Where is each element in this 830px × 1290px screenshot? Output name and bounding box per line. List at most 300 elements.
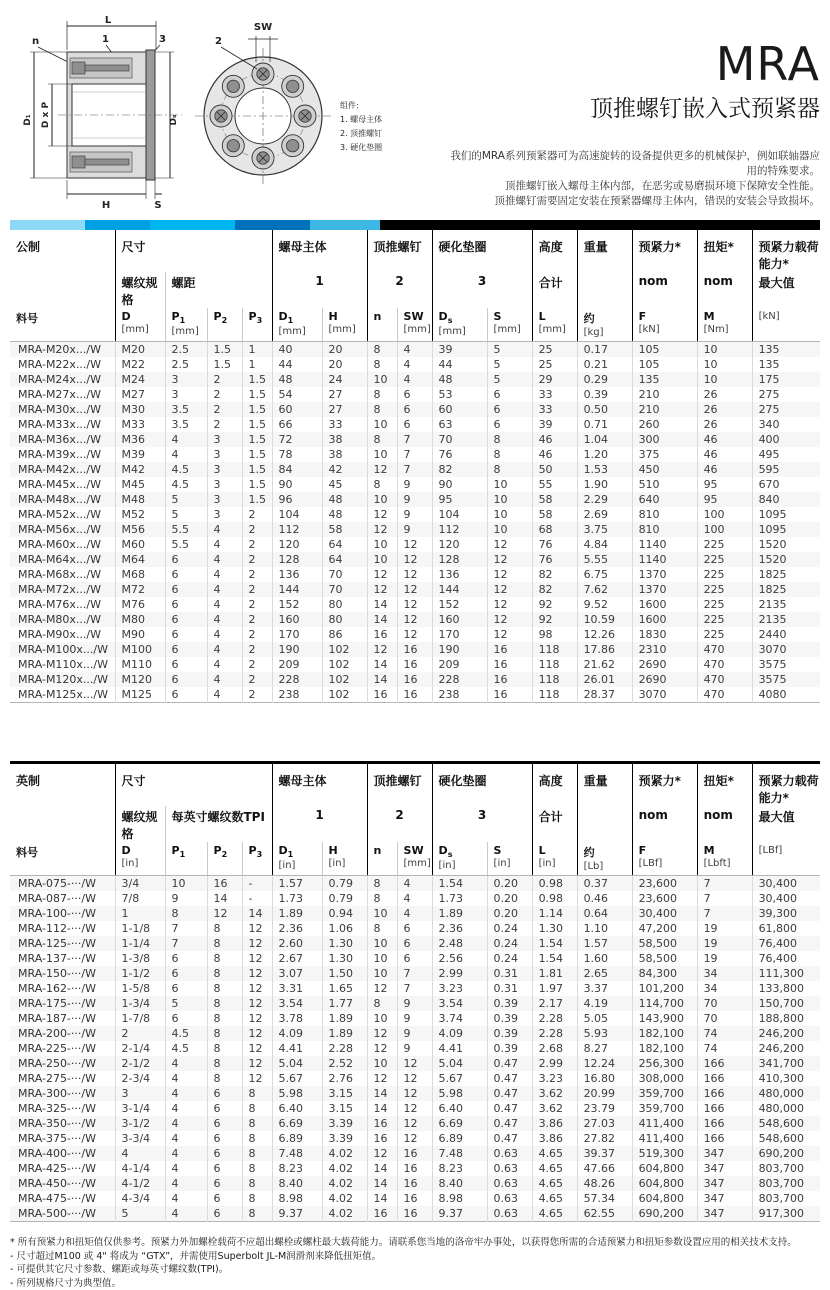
value-cell: 8 (367, 891, 397, 906)
value-cell: 3.86 (532, 1116, 577, 1131)
value-cell: 0.24 (487, 951, 532, 966)
part-number-cell: MRA-M20x.../W (10, 342, 115, 358)
value-cell: 6.89 (272, 1131, 322, 1146)
value-cell: 12 (397, 597, 432, 612)
column-header: $P_1$ (165, 842, 207, 876)
value-cell: 450 (632, 462, 697, 477)
value-cell: 4.02 (322, 1191, 367, 1206)
value-cell: 57.34 (577, 1191, 632, 1206)
value-cell: 10 (367, 966, 397, 981)
value-cell: 10 (697, 372, 752, 387)
value-cell: 8 (487, 447, 532, 462)
value-cell: 21.62 (577, 657, 632, 672)
value-cell: 8 (207, 1011, 242, 1026)
value-cell: 1140 (632, 552, 697, 567)
value-cell: 6 (207, 1116, 242, 1131)
value-cell: 54 (272, 387, 322, 402)
table-row (10, 1101, 820, 1116)
value-cell: 5.5 (165, 522, 207, 537)
footnote-4: - 所列规格尺寸为典型值。 (10, 1277, 820, 1290)
value-cell: 10 (487, 477, 532, 492)
value-cell: 9.52 (577, 597, 632, 612)
value-cell: 8 (242, 1161, 272, 1176)
group-torque: 扭矩* (697, 764, 752, 806)
value-cell: 2.28 (322, 1041, 367, 1056)
value-cell: 4080 (752, 687, 820, 703)
dim-H-label: H (102, 200, 110, 211)
value-cell: 10 (367, 417, 397, 432)
value-cell: 3.75 (577, 522, 632, 537)
value-cell: 803,700 (752, 1176, 820, 1191)
value-cell: 4.19 (577, 996, 632, 1011)
value-cell: 2.68 (532, 1041, 577, 1056)
value-cell: 2 (242, 522, 272, 537)
value-cell: 7 (165, 921, 207, 936)
value-cell: 4 (165, 1146, 207, 1161)
value-cell: 8 (367, 996, 397, 1011)
column-header: M [Nm] (697, 308, 752, 342)
value-cell: 8 (207, 936, 242, 951)
value-cell: 2.48 (432, 936, 487, 951)
value-cell: 0.29 (577, 372, 632, 387)
value-cell: 2135 (752, 597, 820, 612)
sub-total: 合计 (532, 272, 577, 308)
column-header: $P_1$ [mm] (165, 308, 207, 342)
sub-nom-preload: nom (632, 272, 697, 308)
value-cell: M76 (115, 597, 165, 612)
value-cell: 58,500 (632, 951, 697, 966)
part-number-header: 料号 (10, 308, 115, 342)
value-cell: 102 (322, 672, 367, 687)
value-cell: 495 (752, 447, 820, 462)
table-row (10, 627, 820, 642)
value-cell: 12 (367, 582, 397, 597)
value-cell: 27.03 (577, 1116, 632, 1131)
value-cell: 256,300 (632, 1056, 697, 1071)
value-cell: 0.24 (487, 921, 532, 936)
value-cell: 9.37 (272, 1206, 322, 1222)
group-weight: 重量 (577, 764, 632, 806)
value-cell: 12 (397, 567, 432, 582)
dim-D1-label: D₁ (23, 114, 33, 125)
value-cell: 4 (207, 657, 242, 672)
value-cell: 45 (322, 477, 367, 492)
value-cell: 39,300 (752, 906, 820, 921)
value-cell: 10 (367, 936, 397, 951)
value-cell: 10 (367, 1056, 397, 1071)
table-row (10, 1116, 820, 1131)
table-row (10, 462, 820, 477)
value-cell: 10 (165, 876, 207, 892)
value-cell: 3.23 (432, 981, 487, 996)
value-cell: 209 (432, 657, 487, 672)
value-cell: 12 (487, 597, 532, 612)
value-cell: 4-1/4 (115, 1161, 165, 1176)
value-cell: 1.90 (577, 477, 632, 492)
value-cell: 10 (367, 552, 397, 567)
value-cell: 4 (165, 1086, 207, 1101)
value-cell: 0.47 (487, 1116, 532, 1131)
value-cell: 4.5 (165, 1026, 207, 1041)
value-cell: 152 (432, 597, 487, 612)
value-cell: 6 (165, 567, 207, 582)
value-cell: 1.81 (532, 966, 577, 981)
value-cell: 2 (242, 687, 272, 703)
value-cell: 8.40 (272, 1176, 322, 1191)
value-cell: 238 (272, 687, 322, 703)
value-cell: 12 (242, 1011, 272, 1026)
value-cell: 1830 (632, 627, 697, 642)
value-cell: 4 (207, 687, 242, 703)
value-cell: 112 (432, 522, 487, 537)
value-cell: 12 (367, 642, 397, 657)
value-cell: 3070 (632, 687, 697, 703)
value-cell: 10 (367, 537, 397, 552)
value-cell: 4.5 (165, 462, 207, 477)
value-cell: 33 (322, 417, 367, 432)
part-number-cell: MRA-M24x.../W (10, 372, 115, 387)
value-cell: 42 (322, 462, 367, 477)
value-cell: 1.5 (242, 402, 272, 417)
value-cell: 120 (432, 537, 487, 552)
value-cell: 4 (397, 372, 432, 387)
column-header: 约 [kg] (577, 308, 632, 342)
value-cell: 4.09 (432, 1026, 487, 1041)
value-cell: 2.76 (322, 1071, 367, 1086)
value-cell: 82 (532, 567, 577, 582)
value-cell: 2.60 (272, 936, 322, 951)
value-cell: 16 (487, 687, 532, 703)
value-cell: 6 (207, 1161, 242, 1176)
table-row (10, 417, 820, 432)
value-cell: 5.05 (577, 1011, 632, 1026)
value-cell: 300 (632, 432, 697, 447)
column-header: $P_3$ (242, 842, 272, 876)
value-cell: M52 (115, 507, 165, 522)
value-cell: 8.98 (272, 1191, 322, 1206)
value-cell: 7 (165, 936, 207, 951)
value-cell: 8 (242, 1146, 272, 1161)
value-cell: 4-1/2 (115, 1176, 165, 1191)
value-cell: M72 (115, 582, 165, 597)
value-cell: 2.69 (577, 507, 632, 522)
group-nut-body: 螺母主体 (272, 764, 367, 806)
value-cell: 2.52 (322, 1056, 367, 1071)
value-cell: 3 (165, 372, 207, 387)
column-header: S [mm] (487, 308, 532, 342)
part-number-cell: MRA-300-···/W (10, 1086, 115, 1101)
value-cell: 86 (322, 627, 367, 642)
value-cell: 5.93 (577, 1026, 632, 1041)
value-cell: 0.64 (577, 906, 632, 921)
value-cell: 70 (432, 432, 487, 447)
part-number-cell: MRA-M125x.../W (10, 687, 115, 703)
value-cell: 3.54 (272, 996, 322, 1011)
value-cell: 0.21 (577, 357, 632, 372)
product-drawing-svg (10, 12, 442, 214)
value-cell: 7 (697, 891, 752, 906)
group-torque: 扭矩* (697, 230, 752, 272)
value-cell: 2.65 (577, 966, 632, 981)
part-number-cell: MRA-M36x.../W (10, 432, 115, 447)
part-number-cell: MRA-M42x.../W (10, 462, 115, 477)
value-cell: 160 (272, 612, 322, 627)
value-cell: 16 (207, 876, 242, 892)
value-cell: 16 (367, 627, 397, 642)
value-cell: 2.28 (532, 1011, 577, 1026)
value-cell: 102 (322, 642, 367, 657)
value-cell: 4 (165, 1101, 207, 1116)
footnote-1: * 所有预紧力和扭矩值仅供参考。预紧力外加螺栓载荷不应超出螺栓或螺柱最大载荷能力。请联系您当地的洛帝牢办事处，以获得您所需的合适预紧力和扭矩参数设置应用的相关技术支持。 (10, 1236, 820, 1250)
value-cell: 58 (532, 492, 577, 507)
value-cell: 4 (207, 612, 242, 627)
value-cell: 4-3/4 (115, 1191, 165, 1206)
value-cell: 4 (397, 876, 432, 892)
value-cell: 46 (532, 432, 577, 447)
group-preload: 预紧力* (632, 230, 697, 272)
value-cell: M90 (115, 627, 165, 642)
value-cell: 2 (207, 402, 242, 417)
value-cell: 9 (397, 996, 432, 1011)
value-cell: 12 (207, 906, 242, 921)
page-title: MRA (442, 40, 820, 88)
value-cell: 3.39 (322, 1131, 367, 1146)
value-cell: 29 (532, 372, 577, 387)
value-cell: 12 (397, 627, 432, 642)
value-cell: 2.5 (165, 342, 207, 358)
value-cell: 840 (752, 492, 820, 507)
value-cell: 5.67 (432, 1071, 487, 1086)
value-cell: 38 (322, 447, 367, 462)
page-header (10, 12, 820, 214)
value-cell: 4 (207, 672, 242, 687)
value-cell: 23,600 (632, 891, 697, 906)
value-cell: 3.5 (165, 417, 207, 432)
value-cell: 12 (487, 552, 532, 567)
value-cell: 1.73 (272, 891, 322, 906)
column-header: L [mm] (532, 308, 577, 342)
value-cell: 4 (165, 1056, 207, 1071)
part-number-cell: MRA-M45x.../W (10, 477, 115, 492)
value-cell: 5.67 (272, 1071, 322, 1086)
value-cell: 3.15 (322, 1086, 367, 1101)
value-cell: 133,800 (752, 981, 820, 996)
value-cell: 3070 (752, 642, 820, 657)
value-cell: 24 (322, 372, 367, 387)
value-cell: 1.57 (577, 936, 632, 951)
value-cell: 2 (242, 642, 272, 657)
value-cell: 17.86 (577, 642, 632, 657)
value-cell: 2 (242, 582, 272, 597)
value-cell: 8 (367, 432, 397, 447)
column-header: $P_3$ (242, 308, 272, 342)
value-cell: 6 (165, 1011, 207, 1026)
table-row (10, 1086, 820, 1101)
table-row (10, 981, 820, 996)
value-cell: 410,300 (752, 1071, 820, 1086)
value-cell: 16 (397, 687, 432, 703)
value-cell: 8 (367, 477, 397, 492)
value-cell: 12 (397, 1131, 432, 1146)
part-number-cell: MRA-100-···/W (10, 906, 115, 921)
value-cell: 1.89 (432, 906, 487, 921)
value-cell: 0.20 (487, 906, 532, 921)
value-cell: 14 (367, 1191, 397, 1206)
value-cell: 12 (242, 1071, 272, 1086)
value-cell: 16 (367, 1206, 397, 1222)
value-cell: 39.37 (577, 1146, 632, 1161)
sub-component-2: 2 (367, 806, 432, 842)
value-cell: 4.41 (272, 1041, 322, 1056)
value-cell: 3.74 (432, 1011, 487, 1026)
value-cell: 48.26 (577, 1176, 632, 1191)
value-cell: 8 (367, 876, 397, 892)
table-row (10, 936, 820, 951)
column-header: n (367, 308, 397, 342)
value-cell: 803,700 (752, 1161, 820, 1176)
value-cell: 1.65 (322, 981, 367, 996)
value-cell: 12 (397, 1071, 432, 1086)
table-row (10, 402, 820, 417)
value-cell: 1-1/4 (115, 936, 165, 951)
value-cell: 2 (242, 552, 272, 567)
value-cell: 8 (207, 951, 242, 966)
value-cell: 72 (272, 432, 322, 447)
value-cell: 1-1/8 (115, 921, 165, 936)
value-cell: 8 (367, 921, 397, 936)
sub-component-1: 1 (272, 272, 367, 308)
value-cell: 82 (432, 462, 487, 477)
value-cell: 1.14 (532, 906, 577, 921)
value-cell: 2.5 (165, 357, 207, 372)
value-cell: 26 (697, 417, 752, 432)
value-cell: 7 (397, 981, 432, 996)
description-line-2: 顶推螺钉嵌入螺母主体内部，在恶劣或易磨损环境下保障安全性能。 (442, 179, 820, 194)
value-cell: 3.86 (532, 1131, 577, 1146)
group-size: 尺寸 (115, 764, 272, 806)
column-header: $D_1$ [mm] (272, 308, 322, 342)
value-cell: 64 (322, 537, 367, 552)
value-cell: 640 (632, 492, 697, 507)
value-cell: 0.47 (487, 1056, 532, 1071)
value-cell: 26.01 (577, 672, 632, 687)
strip-segment (310, 220, 380, 230)
value-cell: 670 (752, 477, 820, 492)
value-cell: 76 (532, 552, 577, 567)
value-cell: 80 (322, 597, 367, 612)
value-cell: 2 (242, 657, 272, 672)
value-cell: 166 (697, 1131, 752, 1146)
value-cell: 9 (397, 477, 432, 492)
value-cell: 12 (367, 1026, 397, 1041)
value-cell: 6 (397, 951, 432, 966)
value-cell: 27 (322, 387, 367, 402)
value-cell: 6 (207, 1146, 242, 1161)
value-cell: 4 (165, 1116, 207, 1131)
part-number-cell: MRA-M120x.../W (10, 672, 115, 687)
value-cell: 6 (397, 936, 432, 951)
value-cell: 12 (367, 462, 397, 477)
table-row (10, 522, 820, 537)
part-number-cell: MRA-400-···/W (10, 1146, 115, 1161)
value-cell: 12 (397, 552, 432, 567)
value-cell: 170 (272, 627, 322, 642)
value-cell: 19 (697, 921, 752, 936)
value-cell: 2 (242, 567, 272, 582)
column-header: n (367, 842, 397, 876)
value-cell: 4.65 (532, 1161, 577, 1176)
value-cell: 3 (165, 387, 207, 402)
value-cell: 6.75 (577, 567, 632, 582)
part-number-cell: MRA-M56x.../W (10, 522, 115, 537)
value-cell: 347 (697, 1191, 752, 1206)
column-header: H [mm] (322, 308, 367, 342)
value-cell: 12 (487, 567, 532, 582)
value-cell: 3 (207, 447, 242, 462)
value-cell: 166 (697, 1116, 752, 1131)
value-cell: 60 (432, 402, 487, 417)
column-header: M [Lbft] (697, 842, 752, 876)
value-cell: 1.53 (577, 462, 632, 477)
table-row (10, 492, 820, 507)
table-row (10, 642, 820, 657)
value-cell: 3.78 (272, 1011, 322, 1026)
value-cell: 28.37 (577, 687, 632, 703)
value-cell: 400 (752, 432, 820, 447)
value-cell: 8 (207, 1041, 242, 1056)
value-cell: 14 (367, 1176, 397, 1191)
value-cell: 9 (397, 1011, 432, 1026)
dim-n-label: n (32, 36, 39, 47)
value-cell: 8 (367, 402, 397, 417)
region-label: 英制 (10, 764, 115, 806)
value-cell: 60 (272, 402, 322, 417)
value-cell: 118 (532, 642, 577, 657)
value-cell: 5.5 (165, 537, 207, 552)
part-number-cell: MRA-425-···/W (10, 1161, 115, 1176)
value-cell: 1.77 (322, 996, 367, 1011)
value-cell: 7 (697, 876, 752, 892)
table-row (10, 921, 820, 936)
value-cell: 8.40 (432, 1176, 487, 1191)
value-cell: 12 (487, 627, 532, 642)
value-cell: 1 (115, 906, 165, 921)
value-cell: 38 (322, 432, 367, 447)
value-cell: 105 (632, 357, 697, 372)
value-cell: 4 (207, 582, 242, 597)
table-row (10, 567, 820, 582)
sub-component-3: 3 (432, 272, 532, 308)
value-cell: M39 (115, 447, 165, 462)
value-cell: 20 (322, 357, 367, 372)
value-cell: 4.41 (432, 1041, 487, 1056)
value-cell: 3575 (752, 672, 820, 687)
column-header: $P_2$ (207, 308, 242, 342)
value-cell: 8 (207, 1026, 242, 1041)
value-cell: 5.55 (577, 552, 632, 567)
value-cell: 143,900 (632, 1011, 697, 1026)
value-cell: 2-1/2 (115, 1056, 165, 1071)
value-cell: 480,000 (752, 1101, 820, 1116)
value-cell: 128 (432, 552, 487, 567)
value-cell: 225 (697, 627, 752, 642)
value-cell: 78 (272, 447, 322, 462)
sub-component-3: 3 (432, 806, 532, 842)
sub-tpi: 每英寸螺纹数TPI (165, 806, 272, 842)
value-cell: 64 (322, 552, 367, 567)
part-number-cell: MRA-M72x.../W (10, 582, 115, 597)
value-cell: 25 (532, 357, 577, 372)
